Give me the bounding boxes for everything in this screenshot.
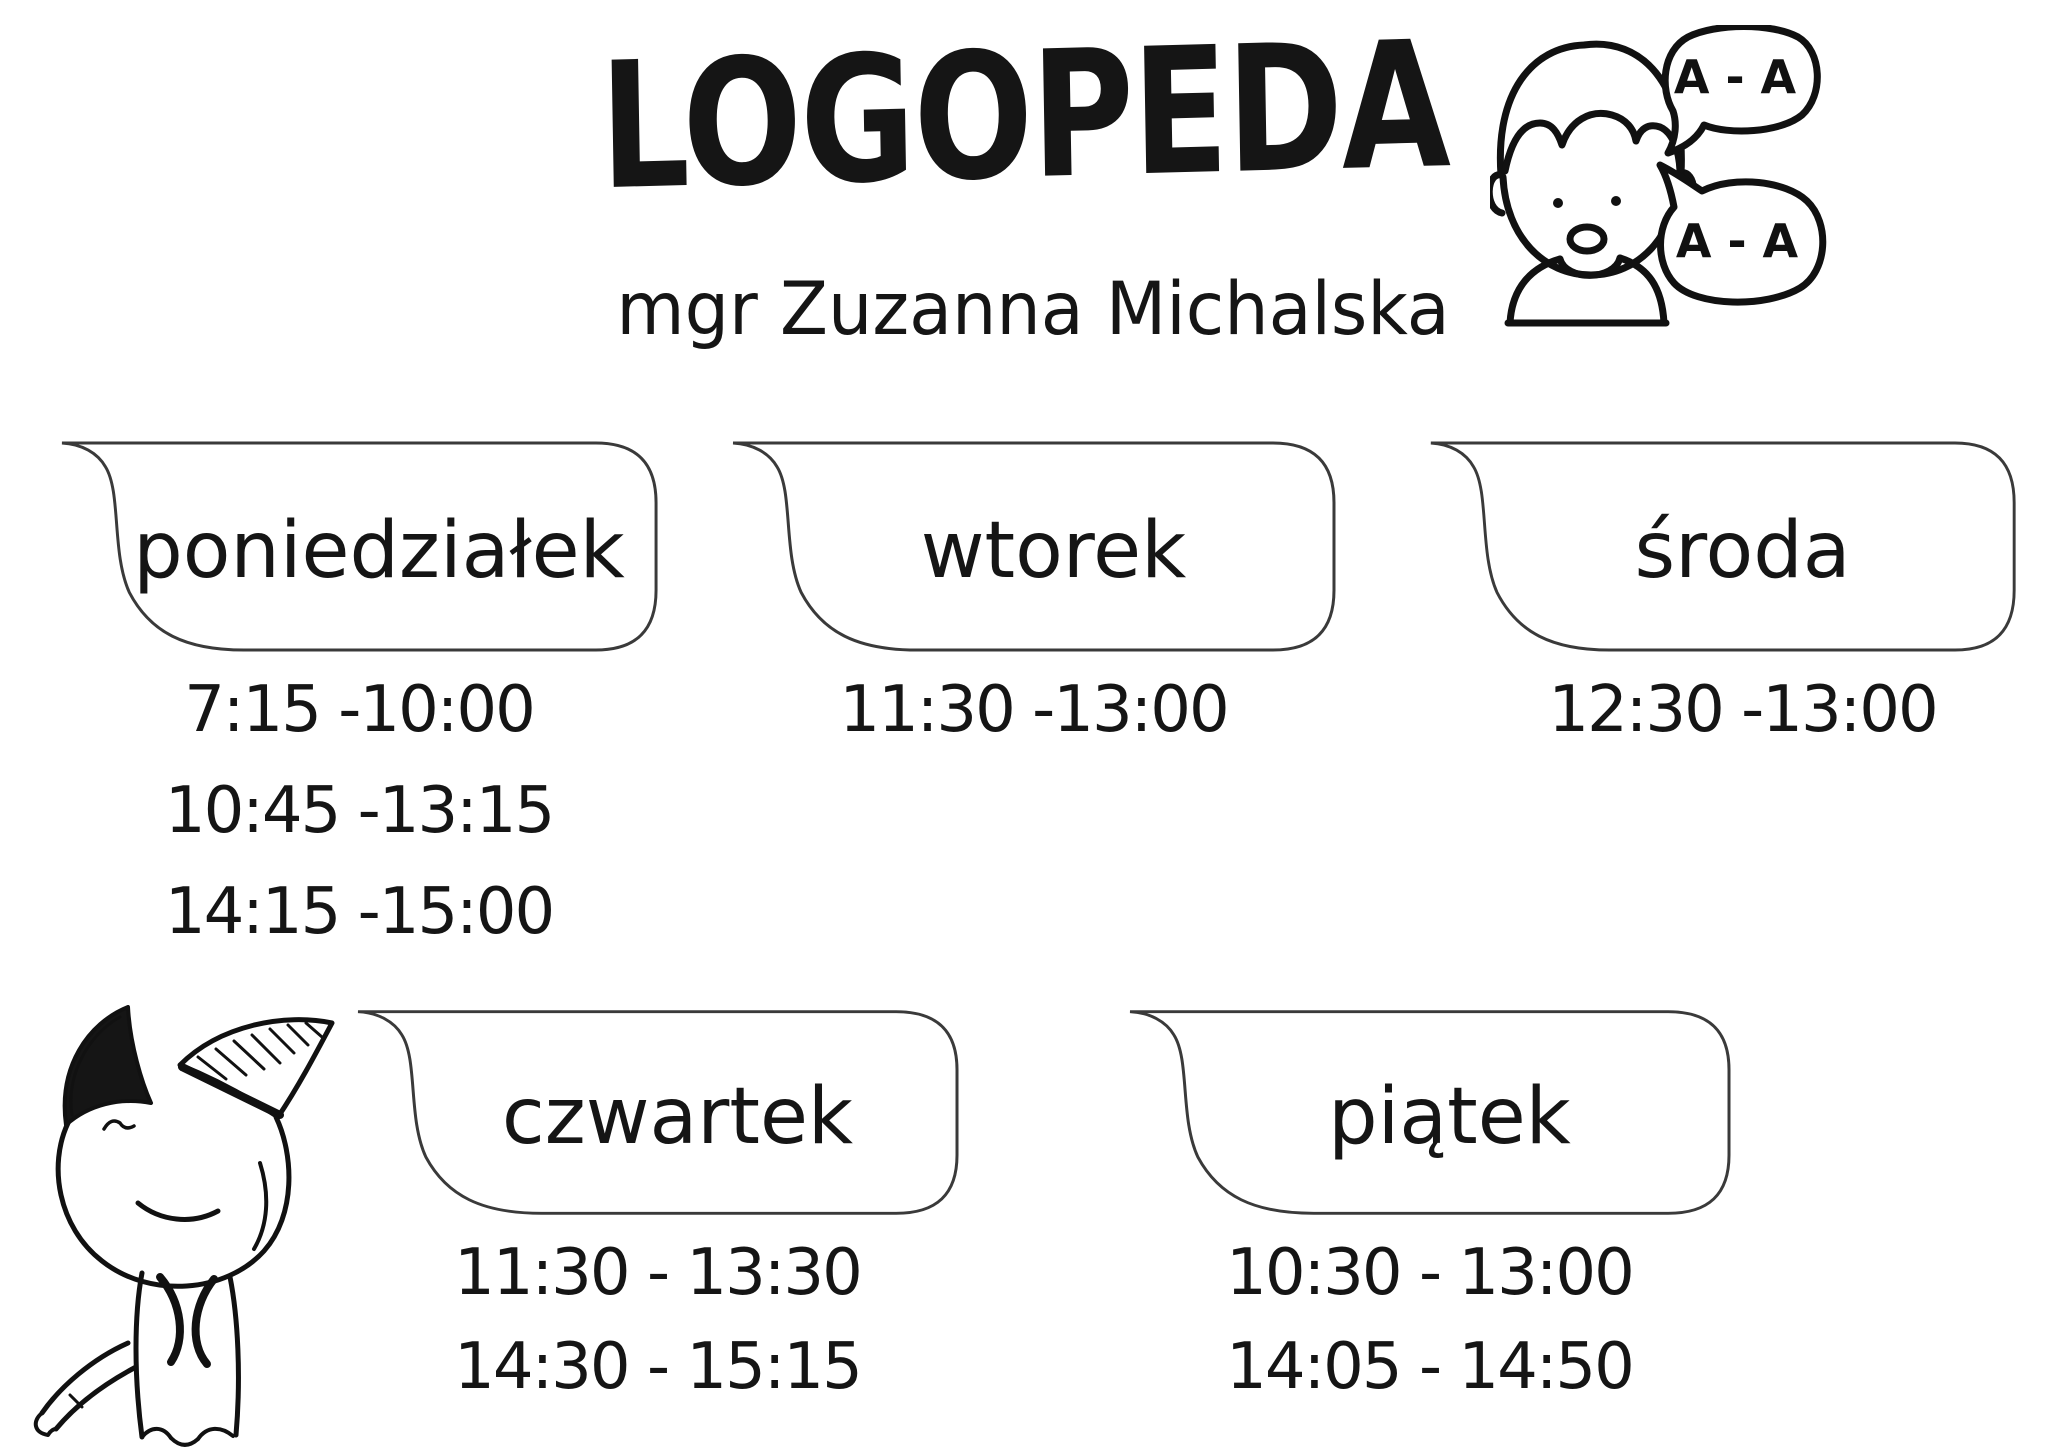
boy-eye-left xyxy=(1553,198,1563,208)
day-label: środa xyxy=(1634,505,1851,596)
time-slot: 11:30 -13:00 xyxy=(839,673,1228,747)
cat-sketch xyxy=(30,1005,350,1447)
time-slot: 14:05 - 14:50 xyxy=(1226,1330,1633,1404)
time-slot: 11:30 - 13:30 xyxy=(454,1236,861,1310)
day-bubble-czwartek xyxy=(352,1002,963,1223)
time-slot: 14:30 - 15:15 xyxy=(454,1330,861,1404)
times-poniedzialek xyxy=(56,660,662,963)
time-slot: 10:30 - 13:00 xyxy=(1226,1236,1633,1310)
page-subtitle: mgr Zuzanna Michalska xyxy=(616,265,1450,353)
time-slot: 10:45 -13:15 xyxy=(164,774,554,848)
boy-eye-right xyxy=(1611,196,1621,206)
day-bubble-piatek xyxy=(1124,1002,1735,1223)
times-sroda xyxy=(1445,660,2040,761)
day-label: wtorek xyxy=(920,505,1187,596)
time-slot: 12:30 -13:00 xyxy=(1548,673,1937,747)
day-bubble-sroda xyxy=(1425,433,2020,660)
boy-speaking-icon xyxy=(1490,25,1870,335)
times-czwartek xyxy=(352,1226,963,1414)
time-slot: 7:15 -10:00 xyxy=(184,673,534,747)
times-wtorek xyxy=(727,660,1340,761)
times-piatek xyxy=(1124,1226,1735,1414)
day-bubble-wtorek xyxy=(727,433,1340,660)
time-slot: 14:15 -15:00 xyxy=(164,875,554,949)
day-label: poniedziałek xyxy=(133,505,625,596)
speech-bubble-top-text: A - A xyxy=(1673,50,1797,104)
day-label: czwartek xyxy=(501,1071,854,1162)
page-title: LOGOPEDA xyxy=(598,3,1450,229)
day-label: piątek xyxy=(1328,1071,1571,1162)
speech-bubble-bottom-text: A - A xyxy=(1675,214,1799,268)
day-bubble-poniedzialek xyxy=(56,433,662,660)
